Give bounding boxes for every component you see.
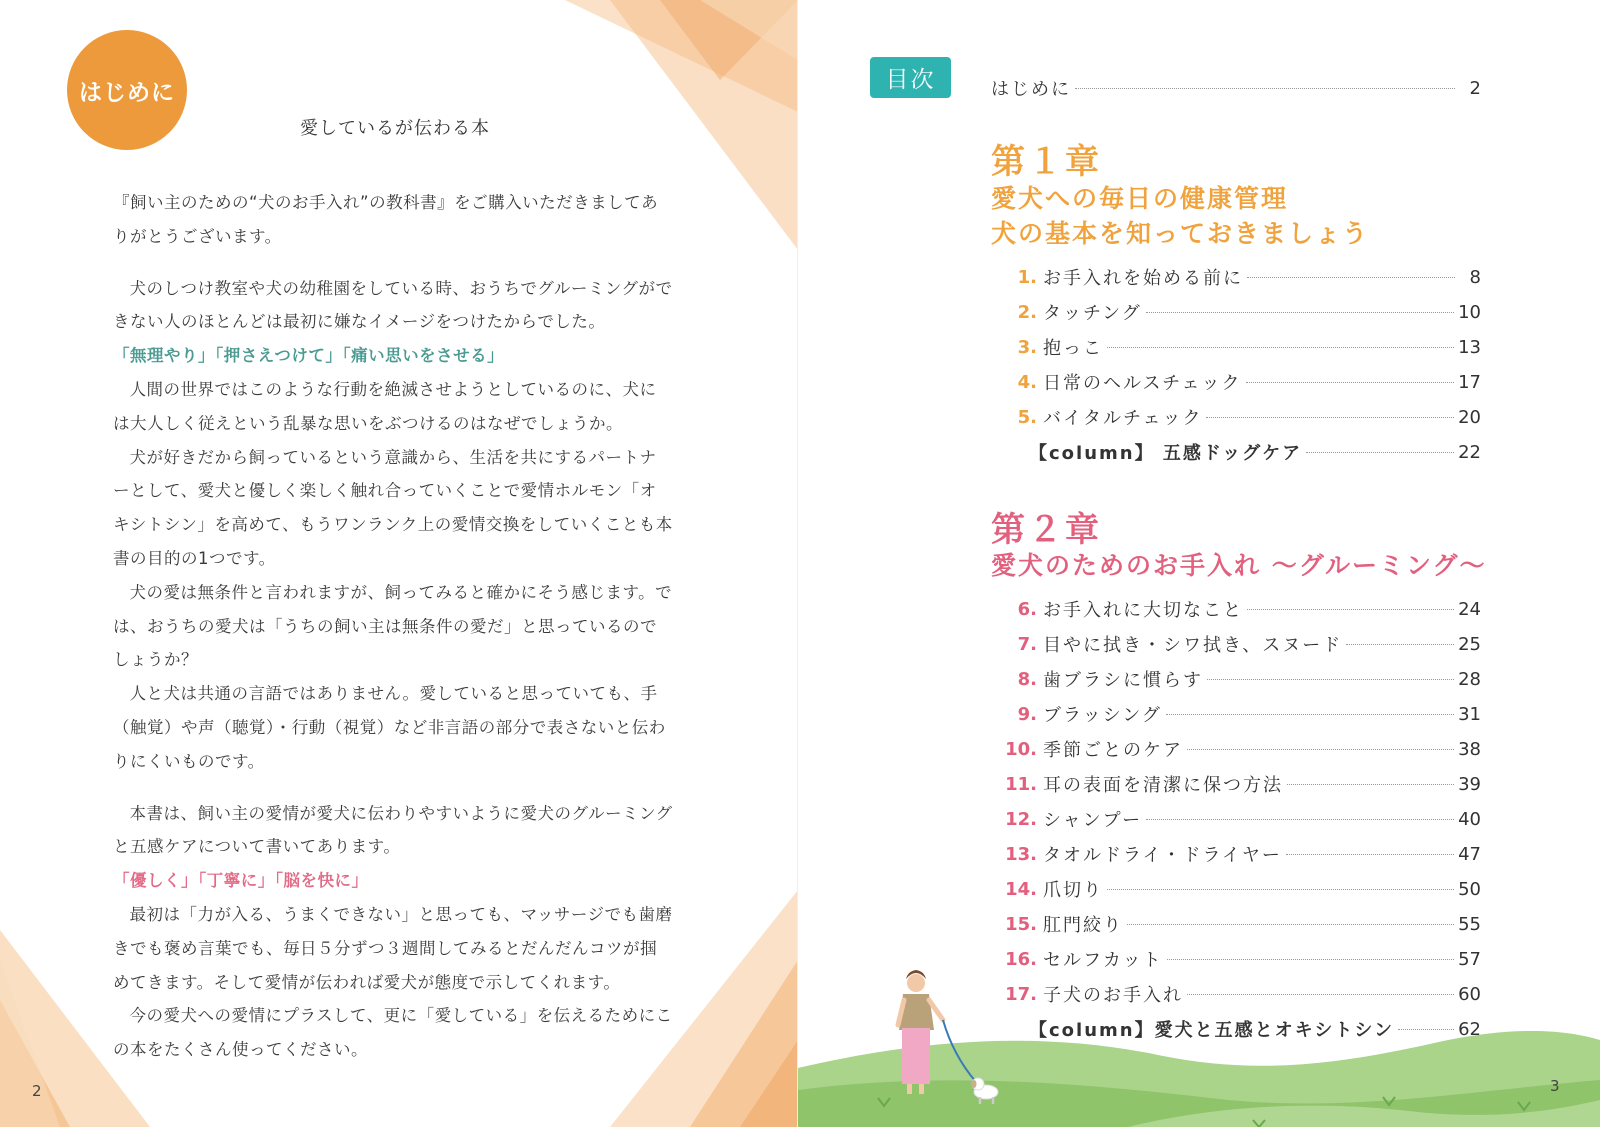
toc-entry-page: 47 (1458, 843, 1481, 865)
paragraph: 犬の愛は無条件と言われますが、飼ってみると確かにそう感じます。では、おうちの愛犬は「うちの飼い主は無条件の愛だ」と思っているのでしょうか？ (113, 582, 673, 670)
chapter-1-title-line2: 犬の基本を知っておきましょう (991, 219, 1370, 248)
toc-entry[interactable] (991, 946, 1481, 972)
toc-entry-number: 3. (1017, 336, 1037, 358)
toc-entry-page: 38 (1458, 738, 1481, 760)
toc-leader-dots (1306, 452, 1454, 453)
toc-leader-dots (1107, 889, 1454, 890)
toc-entry-number: 13. (1005, 843, 1037, 865)
toc-entry-number: 2. (1017, 301, 1037, 323)
left-page (0, 0, 798, 1127)
toc-entry-title: バイタルチェック (1043, 408, 1203, 429)
toc-leader-dots (1187, 994, 1454, 995)
toc-entry-number: 10. (1005, 738, 1037, 760)
toc-entry-number: 9. (1017, 703, 1037, 725)
toc-entry[interactable] (991, 771, 1481, 797)
toc-entry-title: 目やに拭き・シワ拭き、スヌード (1043, 635, 1343, 656)
hajimeni-badge-label: はじめに (79, 79, 175, 106)
toc-leader-dots (1206, 417, 1454, 418)
toc-entry-title: お手入れに大切なこと (1043, 600, 1243, 621)
toc-entry-number: 17. (1005, 983, 1037, 1005)
toc-entry[interactable] (991, 841, 1481, 867)
toc-entry-page: 28 (1458, 668, 1481, 690)
toc-entry-title: 耳の表面を清潔に保つ方法 (1043, 775, 1283, 796)
toc-leader-dots (1247, 609, 1454, 610)
toc-entry[interactable] (991, 981, 1481, 1007)
toc-entry-page: 2 (1469, 77, 1481, 99)
hajimeni-badge (67, 30, 187, 150)
toc-entry[interactable] (991, 876, 1481, 902)
toc-leader-dots (1167, 959, 1454, 960)
toc-entry-page: 25 (1458, 633, 1481, 655)
toc-entry[interactable] (991, 701, 1481, 727)
toc-entry-title: 歯ブラシに慣らす (1043, 670, 1203, 691)
toc-leader-dots (1247, 277, 1455, 278)
toc-entry-page: 31 (1458, 703, 1481, 725)
toc-leader-dots (1398, 1029, 1454, 1030)
toc-entry-page: 39 (1458, 773, 1481, 795)
page-number-right: 3 (1550, 1077, 1560, 1095)
toc-entry-page: 13 (1458, 336, 1481, 358)
paragraph: 本書は、飼い主の愛情が愛犬に伝わりやすいように愛犬のグルーミングと五感ケアについて書いてあります。 (113, 803, 673, 857)
toc-entry-page: 55 (1458, 913, 1481, 935)
emphasis-quote: 「優しく」「丁寧に」「脳を快に」 (113, 871, 369, 891)
toc-label-text: 目次 (885, 67, 936, 93)
toc-entry[interactable] (991, 631, 1481, 657)
toc-entry-page: 57 (1458, 948, 1481, 970)
toc-entry[interactable] (991, 911, 1481, 937)
toc-leader-dots (1146, 819, 1454, 820)
toc-entry-page: 24 (1458, 598, 1481, 620)
toc-entry-title: シャンプー (1043, 810, 1143, 831)
toc-entry-title: 抱っこ (1043, 338, 1103, 359)
toc-entry-page: 50 (1458, 878, 1481, 900)
toc-entry-number: 4. (1017, 371, 1037, 393)
toc-entry-page: 40 (1458, 808, 1481, 830)
toc-entry-title: 爪切り (1043, 880, 1103, 901)
toc-leader-dots (1146, 312, 1454, 313)
toc-leader-dots (1187, 749, 1454, 750)
toc-entry-number: 1. (1017, 266, 1037, 288)
toc-entry-title: セルフカット (1043, 950, 1163, 971)
intro-body (113, 186, 673, 1067)
toc-entry-title: はじめに (991, 79, 1071, 100)
toc-entry[interactable] (991, 736, 1481, 762)
paragraph: 犬が好きだから飼っているという意識から、生活を共にするパートナーとして、愛犬と優しく楽しく触れ合っていくことで愛情ホルモン「オキシトシン」を高めて、もうワンランク上の愛情交換をしていくことも本書の目的の1つです。 (113, 447, 673, 568)
toc-entry[interactable] (991, 369, 1481, 395)
toc-entry-number: 12. (1005, 808, 1037, 830)
toc-entry[interactable] (991, 596, 1481, 622)
toc-entry[interactable] (991, 666, 1481, 692)
toc-entry-title: 【column】愛犬と五感とオキシトシン (1029, 1020, 1394, 1041)
toc-entry-intro[interactable] (991, 75, 1481, 101)
paragraph: 『飼い主のための“犬のお手入れ”の教科書』をご購入いただきましてありがとうございます。 (113, 193, 659, 246)
toc-entry[interactable] (991, 334, 1481, 360)
toc-entry-title: お手入れを始める前に (1043, 268, 1243, 289)
chapter-2-label: 第２章 (991, 510, 1102, 550)
toc-label (870, 57, 951, 98)
toc-entry-title: 肛門絞り (1043, 915, 1123, 936)
toc-entry[interactable] (991, 806, 1481, 832)
toc-leader-dots (1207, 679, 1454, 680)
toc-entry-number: 15. (1005, 913, 1037, 935)
paragraph: 人間の世界ではこのような行動を絶滅させようとしているのに、犬には大人しく従えという乱暴な思いをぶつけるのはなぜでしょうか。 (113, 379, 657, 433)
intro-subtitle: 愛しているが伝わる本 (300, 118, 490, 139)
toc-entry-page: 62 (1458, 1018, 1481, 1040)
toc-leader-dots (1075, 88, 1455, 89)
chapter-1-label: 第１章 (991, 142, 1102, 182)
toc-entry-page: 20 (1458, 406, 1481, 428)
toc-entry-number: 14. (1005, 878, 1037, 900)
chapter-2-title: 愛犬のためのお手入れ 〜グルーミング〜 (991, 551, 1487, 580)
toc-entry[interactable] (991, 299, 1481, 325)
toc-entry-page: 60 (1458, 983, 1481, 1005)
toc-entry-title: 季節ごとのケア (1043, 740, 1183, 761)
toc-entry-title: 【column】 五感ドッグケア (1029, 443, 1303, 464)
toc-entry-title: 日常のヘルスチェック (1043, 373, 1242, 394)
toc-leader-dots (1127, 924, 1454, 925)
toc-entry-column[interactable] (1029, 1016, 1481, 1042)
toc-entry-page: 22 (1458, 441, 1481, 463)
toc-entry-page: 8 (1469, 266, 1481, 288)
toc-entry-number: 8. (1017, 668, 1037, 690)
toc-entry-number: 7. (1017, 633, 1037, 655)
toc-leader-dots (1287, 784, 1454, 785)
toc-entry-number: 16. (1005, 948, 1037, 970)
toc-entry[interactable] (991, 264, 1481, 290)
toc-leader-dots (1246, 382, 1455, 383)
toc-entry-title: 子犬のお手入れ (1043, 985, 1183, 1006)
toc-entry-title: タッチング (1043, 303, 1142, 324)
toc-leader-dots (1107, 347, 1454, 348)
paragraph: 今の愛犬への愛情にプラスして、更に「愛している」を伝えるためにこの本をたくさん使ってください。 (113, 1006, 673, 1060)
toc-leader-dots (1166, 714, 1454, 715)
toc-entry-page: 10 (1458, 301, 1481, 323)
paragraph: 最初は「力が入る、うまくできない」と思っても、マッサージでも歯磨きでも褒め言葉でも、毎日５分ずつ３週間してみるとだんだんコツが掴めてきます。そして愛情が伝われば愛犬が態度で示してくれます。 (113, 904, 673, 992)
toc-leader-dots (1346, 644, 1454, 645)
toc-entry-number: 11. (1005, 773, 1037, 795)
chapter-1-title-line1: 愛犬への毎日の健康管理 (991, 184, 1289, 213)
page-number-left: 2 (32, 1082, 42, 1100)
toc-entry-page: 17 (1458, 371, 1481, 393)
toc-entry-column[interactable] (1029, 439, 1481, 465)
emphasis-quote: 「無理やり」「押さえつけて」「痛い思いをさせる」 (113, 346, 505, 366)
toc-entry[interactable] (991, 404, 1481, 430)
toc-entry-number: 6. (1017, 598, 1037, 620)
paragraph: 犬のしつけ教室や犬の幼稚園をしている時、おうちでグルーミングができない人のほとんどは最初に嫌なイメージをつけたからでした。 (113, 278, 673, 332)
paragraph: 人と犬は共通の言語ではありません。愛していると思っていても、手（触覚）や声（聴覚）・行動（視覚）など非言語の部分で表さないと伝わりにくいものです。 (113, 684, 666, 771)
toc-leader-dots (1286, 854, 1454, 855)
toc-entry-number: 5. (1017, 406, 1037, 428)
toc-entry-title: タオルドライ・ドライヤー (1043, 845, 1282, 866)
toc-entry-title: ブラッシング (1043, 705, 1162, 726)
